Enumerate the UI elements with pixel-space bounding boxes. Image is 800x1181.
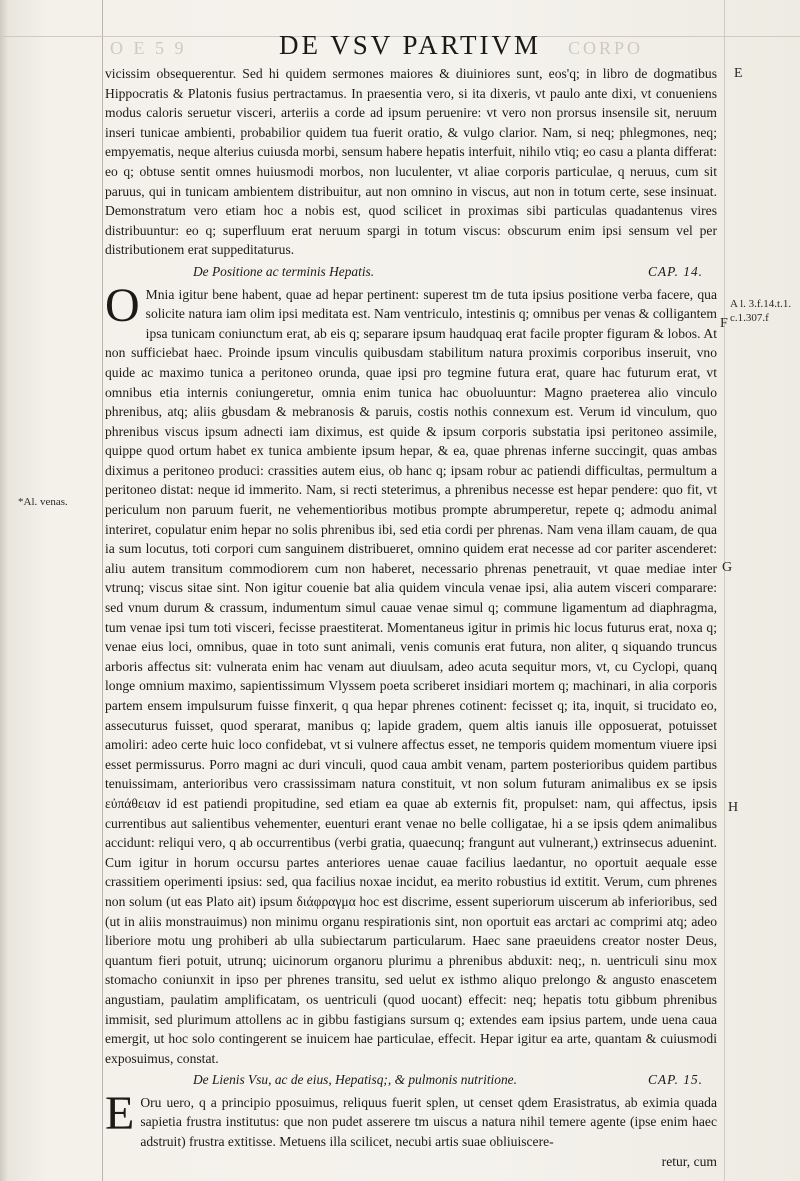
margin-reference-1: A l. 3.f.14.t.1. — [730, 298, 792, 310]
section-letter-f: F — [720, 316, 728, 331]
text-column — [105, 64, 717, 1171]
chapter-15-heading — [105, 1070, 717, 1090]
chapter-15-text: Oru uero, q a principio pposuimus, reliquus fuerit splen, ut censet qdem Erasistratus, ab eximia quada sapietia frustra institutus: que non pudet asserere tm uiscus a natura nihil temere agente (ipse enim haec adstruit) frustra extitisse. Metuens illa scilicet, necubi artis suae obliuiscere- — [140, 1094, 717, 1150]
section-letter-g: G — [722, 560, 733, 575]
right-margin-rule — [724, 0, 725, 1181]
chapter-14-body — [105, 278, 717, 1069]
ghost-head-right: CORPO — [568, 38, 644, 58]
catchword: retur, cum — [661, 1153, 717, 1169]
chapter-14-number: CAP. 14. — [648, 263, 703, 279]
drop-cap-initial: E — [105, 1086, 135, 1140]
margin-note-venas: *Al. venas. — [18, 496, 68, 508]
running-head: DE VSV PARTIVM — [279, 30, 541, 60]
paragraph-continuation: vicissim obsequerentur. Sed hi quidem sermones maiores & diuiniores sunt, eos'q; in libro de dogmatibus Hippocratis & Platonis fusius pertractamus. In praesentia vero, si ita dixeris, vt paulo ante dixi, vt conueniens modus caloris seruetur visceri, arteriis a corde ad ipsum peruenire: vt vero non prorsus insensile sit, neruum inseri tunicae ambienti, probabilior quidem tua fuerit oratio, & vulgo clarior. Nam, si neq; phlegmones, neq; empyematis, neque alterius cuiusda morbi, sensum habere hepatis interfuit, nihilo vtiq; eo casu a planta differat: eo q; obtuse sentit omnes huiusmodi morbos, non luculenter, vt aliae corporis particulae, q neruus, cum sit paruus, qui in tunicam ambientem distribuitur, aut non omnino in viscus, aut non in totum certe, sese insinuat. Demonstratum vero etiam hoc a nobis est, quod scilicet in proximas sibi particulas quadantenus vires distribuuntur: eo q; superfluum erat neruum spargi in totum viscus: obscurum enim ipsi sensum vel per distributionem erat suppeditaturus. — [105, 66, 717, 258]
chapter-14-text: Mnia igitur bene habent, quae ad hepar pertinent: superest tm de tuta ipsius positione verba facere, qua solicite natura iam olim ipsi meditata est. Nam ventriculo, intestinis q; omnibus per venas & colligantem ipsa tunicam coniunctum erat, ab eis q; separare ipsum haudquaq erat facile propter figuram & lobos. At non sufficiebat haec. Proinde ipsum vinculis quibusdam stabilitum natura proximis corporibus inseruit, vno quide ac maximo tunica a peritoneo orunda, quae ipsi pro tegmine futura erat, quare hac futurum erat, vt omnibus etia internis coniungeretur, omnia enim tunica hac obuoluuntur: Magno praeterea alio vinculo phrenibus, atq; aliis gbusdam & mebranosis & paruis, costis nothis connexum est. Verum id vinculum, quo phrenibus viscus ipsum adnecti iam diximus, est quide & ipsum corporis substatia ipsi peritoneo assimile, quippe quod ortum habet ex tunica ambiente ipsum hepar, & ea, quae phrenas inferne succingit, quas ambas diximus a peritoneo produci: crassities autem eius, ob hanc q; ipsam robur ac patiendi difficultas, permultum a peritoneo distat: neque id immerito. Nam, si recti steterimus, a phrenibus necesse est hepar pendere: quo fit, vt periculum non paruum fuerit, ne vehementioribus motibus prompte abrumperetur, repete q; admodu animal interiret, copulatur enim hepar no solis phrenibus ibi, sed etia cordi per phrenas. Nam vena illam cauam, de qua ia sum locutus, toti corpori cum sanguinem distribueret, omnino quidem erat necesse ad cor pariter ascenderet: aliu autem transitum commodiorem cum non haberet, necessario phrenas penetrauit, vt quae mediae inter vtrunq; viscus sitae sint. Non igitur couenie bat alia quidem vincula venae ipsi, alia autem visceri comparare: sed vnum durum & crassum, indumentum simul cauae venae simul q; commune ligamentum ad diaphragma, tum venae ipsi tum toti visceri, fecisse praestiterat. Momentaneus igitur in primis hic locus futurus erat, noxa q; venae eius loci, omnibus, quae in toto sunt animali, venis comunis erat futura, non aliter, q siquando truncus arboris affectus sit: vulnerata enim hac venam aut diuulsam, adeo acuta sequitur mors, vt, cu Cyclopi, quanq longe omnium maximo, sapientissimum Vlyssem poeta scriberet insidiari mortem q; machinari, in alia corporis partem ensem impulsurum fuisse finxerit, q qua hepar phrenes cotinent: fecisset q; ita, inquit, si trucidato eo, assecuturus fuisset, quod sperarat, manibus q; lapide gradem, quem altis ianuis ille opposuerat, potuisset amoliri: adeo certe huic loco confidebat, vt si vulnere affectus esset, ne temporis quidem momentum viuere ipsi esset permissurus. Porro magni ac duri vinculi, quod caua ambit venam, partem posterioribus quidem partibus tenuissimam, anterioribus vero crassissimam natura constituit, vt non solum futuram animalibus ex se ipsis εὐπάθειαν id est patiendi propitudine, sed etiam ea quae ab externis fit, propulset: nam, qui affectus, ipsis currentibus aut salientibus vehementer, euenturi erant venae no belle colligatae, hi a se ipsis qdem animalibus accidunt: reliqui vero, q ab occurrentibus (verbi gratia, quaecunq; frangunt aut vulnerant,) extrinsecus aduenint. Cum igitur in horum occursu partes anteriores uenae cauae facilius laedantur, no oportuit aequale esse crassitiem operimenti ipsius: sed, qua facilius noxae incidut, ea merito robustius id extitit. Verum, cum phrenes non solum (ut eas Plato ait) ipsum διάφραγμα hoc est discrime, essent superiorum uiscerum ab inferioribus, sed (ut in aliis monstrauimus) non minimu organu respirationis sint, non oportuit eas arctari ac comprimi atq; adeo liberiore motu ung prohiberi ab ulla subiectarum particularum. Haec sane praeuidens creator noster Deus, quantum fieri potuit, utrunq; uicinorum organoru plurimu a phrenibus abduxit: neq;, n. uentriculi sinu mox stomacho coniunxit in ipso per phrenes transitu, sed uelut ex isthmo aliquo prelongo & angusto enascetem angustiam, paulatim amplificatam, os uentriculi (quod uocant) effecit: neq; hepatis totu gibbum phrenibus immisit, sed plurimum attollens ac in gibbu fastigians sursum q; extendes eam ipsius partem, unde uena caua emergit, ut hoc solo contingerent se inuicem hae particulae, effecit. Hepar igitur ea arte, quantam & cuiusmodi exposuimus, constat. — [105, 286, 717, 1066]
left-margin-rule — [102, 0, 103, 1181]
gutter-shadow — [0, 0, 8, 1181]
chapter-14-heading — [105, 262, 717, 282]
chapter-15-number: CAP. 15. — [648, 1072, 703, 1088]
ghost-head-left: O E 5 9 — [110, 38, 187, 58]
section-letter-e: E — [734, 66, 743, 81]
chapter-15-body — [105, 1086, 717, 1152]
drop-cap-initial: O — [105, 278, 140, 332]
margin-reference-2: c.1.307.f — [730, 312, 769, 324]
section-letter-h: H — [728, 800, 739, 815]
chapter-14-title: De Positione ac terminis Hepatis. — [193, 263, 375, 279]
chapter-15-title: De Lienis Vsu, ac de eius, Hepatisq;, & pulmonis nutritione. — [193, 1072, 517, 1088]
